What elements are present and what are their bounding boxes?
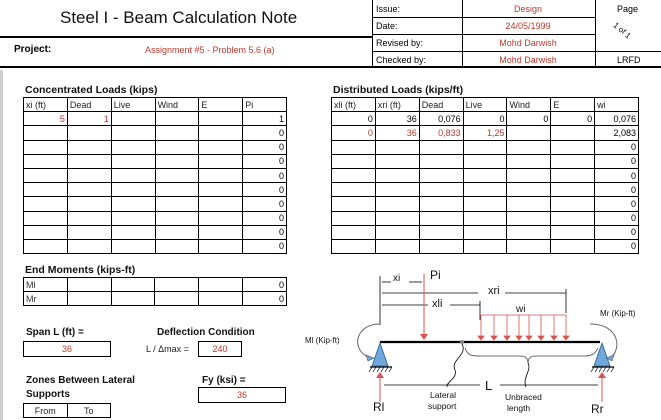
column-header: Live [111, 98, 155, 112]
cell[interactable] [199, 278, 243, 292]
cell-xri[interactable] [375, 154, 419, 168]
cell-live[interactable] [111, 211, 155, 225]
cell-e[interactable] [199, 239, 243, 253]
pi-label: Pi [430, 268, 441, 282]
cell-e[interactable] [199, 112, 243, 126]
cell-xi[interactable] [24, 225, 68, 239]
divider [372, 34, 595, 35]
column-header-from: From [24, 404, 68, 418]
row-label-mr: Mr [24, 292, 68, 306]
cell-wi: 0 [595, 168, 639, 182]
column-header: Dead [419, 98, 463, 112]
divider [0, 66, 661, 68]
cell-wind[interactable] [155, 183, 199, 197]
cell-wind[interactable] [155, 140, 199, 154]
column-header: xri (ft) [375, 98, 419, 112]
revised-value[interactable]: Mohd Darwish [499, 38, 557, 48]
table-row [24, 278, 287, 292]
cell-e[interactable]: 0 [551, 112, 595, 126]
cell-xli[interactable] [332, 154, 376, 168]
cell-dead[interactable] [419, 140, 463, 154]
cell-wi: 0 [595, 225, 639, 239]
table-row [332, 112, 639, 126]
cell-wind[interactable] [507, 239, 551, 253]
project-value[interactable]: Assignment #5 - Problem 5.6 (a) [145, 45, 275, 55]
cell-pi: 0 [243, 211, 287, 225]
table-row [24, 140, 287, 154]
document-title: Steel I - Beam Calculation Note [60, 8, 298, 27]
cell-live[interactable]: 1,25 [463, 126, 507, 140]
cell-dead[interactable] [419, 183, 463, 197]
cell-xi[interactable] [24, 140, 68, 154]
cell-live[interactable] [111, 140, 155, 154]
date-value[interactable]: 24/05/1999 [505, 21, 551, 31]
cell-wind[interactable] [155, 239, 199, 253]
cell-xi[interactable] [24, 183, 68, 197]
cell-dead[interactable] [67, 168, 111, 182]
cell-wind[interactable] [155, 126, 199, 140]
cell-dead[interactable] [67, 140, 111, 154]
cell-xli[interactable] [332, 140, 376, 154]
cell[interactable] [155, 292, 199, 306]
cell-wi: 0 [595, 197, 639, 211]
cell-dead[interactable] [67, 239, 111, 253]
cell-wind[interactable] [155, 197, 199, 211]
cell[interactable] [67, 278, 111, 292]
cell-live[interactable] [111, 112, 155, 126]
cell-wi: 0 [595, 154, 639, 168]
table-header-row [24, 98, 287, 112]
cell-dead[interactable] [419, 168, 463, 182]
end-moments-table [23, 277, 287, 306]
cell[interactable] [67, 292, 111, 306]
cell-dead[interactable] [419, 239, 463, 253]
column-header: wi [595, 98, 639, 112]
column-header: E [199, 98, 243, 112]
deflection-ratio-label: L / Δmax = [146, 344, 189, 354]
table-row [332, 239, 639, 253]
column-header: Live [463, 98, 507, 112]
cell-live[interactable] [463, 183, 507, 197]
cell-live[interactable] [111, 197, 155, 211]
cell-xli[interactable]: 0 [332, 112, 376, 126]
cell-xri[interactable] [375, 239, 419, 253]
table-row [332, 183, 639, 197]
cell-xli[interactable] [332, 168, 376, 182]
divider [595, 0, 596, 68]
cell-wi: 0 [595, 239, 639, 253]
cell[interactable] [155, 278, 199, 292]
cell-live[interactable] [463, 239, 507, 253]
cell-e[interactable] [551, 211, 595, 225]
column-header: Dead [67, 98, 111, 112]
row-label-ml: Ml [24, 278, 68, 292]
fy-label: Fy (ksi) = [202, 375, 246, 386]
cell-wind[interactable] [507, 140, 551, 154]
cell-pi: 0 [243, 154, 287, 168]
cell-xli[interactable] [332, 239, 376, 253]
cell-live[interactable]: 0 [463, 112, 507, 126]
cell-xi[interactable] [24, 126, 68, 140]
cell-e[interactable] [199, 197, 243, 211]
unbraced-length-label-2: length [507, 403, 531, 413]
cell-dead[interactable] [67, 211, 111, 225]
cell-xri[interactable]: 36 [375, 126, 419, 140]
deflection-label: Deflection Condition [157, 327, 255, 338]
zones-label-line1: Zones Between Lateral [26, 375, 135, 386]
cell-dead[interactable]: 0,833 [419, 126, 463, 140]
divider [0, 36, 372, 38]
table-row [332, 154, 639, 168]
cell-live[interactable] [111, 239, 155, 253]
cell-e[interactable] [199, 140, 243, 154]
cell-e[interactable] [551, 168, 595, 182]
cell-live[interactable] [463, 140, 507, 154]
zones-table [23, 403, 111, 418]
xi-label: xi [393, 273, 401, 284]
cell-e[interactable] [199, 154, 243, 168]
cell-live[interactable] [111, 154, 155, 168]
cell-dead[interactable] [67, 154, 111, 168]
checked-label: Checked by: [376, 55, 427, 65]
cell-xri[interactable] [375, 183, 419, 197]
cell-e[interactable] [199, 183, 243, 197]
cell-xli[interactable] [332, 211, 376, 225]
table-row [332, 197, 639, 211]
cell-pi: 1 [243, 112, 287, 126]
issue-value[interactable]: Design [513, 4, 542, 14]
cell-wi: 0,076 [595, 112, 639, 126]
divider [372, 51, 661, 52]
cell-xi[interactable] [24, 239, 68, 253]
table-row [24, 112, 287, 126]
table-row [332, 126, 639, 140]
table-row [24, 197, 287, 211]
concentrated-loads-title: Concentrated Loads (kips) [25, 84, 158, 96]
table-row [24, 154, 287, 168]
column-header: Wind [507, 98, 551, 112]
table-row [24, 168, 287, 182]
cell-live[interactable] [111, 168, 155, 182]
table-row [332, 225, 639, 239]
cell-pi: 0 [243, 140, 287, 154]
cell-wind[interactable] [507, 126, 551, 140]
cell-e[interactable] [199, 225, 243, 239]
cell-wind[interactable] [507, 197, 551, 211]
cell-live[interactable] [111, 225, 155, 239]
cell-xi[interactable] [24, 168, 68, 182]
cell-live[interactable] [111, 126, 155, 140]
rr-label: Rr [591, 402, 604, 416]
column-header: xli (ft) [332, 98, 376, 112]
cell-dead[interactable]: 1 [67, 112, 111, 126]
page-edge [0, 70, 3, 420]
cell-wi: 0 [595, 211, 639, 225]
cell-pi: 0 [243, 183, 287, 197]
cell-e[interactable] [551, 225, 595, 239]
table-row [24, 211, 287, 225]
page-label: Page [617, 4, 639, 14]
cell-dead[interactable] [67, 225, 111, 239]
date-label: Date: [376, 21, 398, 31]
cell-dead[interactable] [67, 183, 111, 197]
cell-wind[interactable] [507, 211, 551, 225]
cell-dead[interactable] [419, 225, 463, 239]
cell-wind[interactable] [507, 183, 551, 197]
zones-label-line2: Supports [26, 389, 70, 400]
mr-label: Mr (Kip-ft) [600, 309, 636, 318]
cell-wind[interactable] [155, 211, 199, 225]
divider [372, 17, 595, 18]
cell-dead[interactable]: 0,076 [419, 112, 463, 126]
table-header-row [332, 98, 639, 112]
lateral-support-label-1: Lateral [430, 390, 456, 400]
table-row [24, 292, 287, 306]
cell-xri[interactable] [375, 140, 419, 154]
cell-wind[interactable]: 0 [507, 112, 551, 126]
cell-xi[interactable] [24, 154, 68, 168]
column-header: Pi [243, 98, 287, 112]
lateral-support-label-2: support [428, 401, 457, 411]
cell-xi[interactable] [24, 197, 68, 211]
cell-e[interactable] [551, 197, 595, 211]
table-row [332, 168, 639, 182]
cell-live[interactable] [111, 183, 155, 197]
cell-wind[interactable] [155, 168, 199, 182]
cell-xri[interactable] [375, 225, 419, 239]
cell[interactable] [111, 292, 155, 306]
table-row [24, 239, 287, 253]
design-method: LRFD [617, 55, 641, 65]
cell-total: 0 [243, 292, 287, 306]
table-row [332, 140, 639, 154]
rl-label: Rl [373, 400, 385, 414]
cell-wind[interactable] [155, 112, 199, 126]
table-header-row [24, 404, 111, 418]
cell-live[interactable] [463, 211, 507, 225]
cell-pi: 0 [243, 126, 287, 140]
unbraced-length-label-1: Unbraced [505, 392, 542, 402]
cell-wind[interactable] [155, 154, 199, 168]
xri-label: xri [488, 285, 500, 297]
cell-xli[interactable] [332, 225, 376, 239]
cell-xli[interactable] [332, 197, 376, 211]
wi-label: wi [516, 304, 526, 315]
column-header: Wind [155, 98, 199, 112]
beam-diagram [300, 260, 661, 420]
column-header: E [551, 98, 595, 112]
cell-wind[interactable] [507, 168, 551, 182]
cell-wind[interactable] [155, 225, 199, 239]
cell-e[interactable] [551, 140, 595, 154]
column-header-to: To [67, 404, 110, 418]
revised-label: Revised by: [376, 38, 424, 48]
cell-xri[interactable] [375, 197, 419, 211]
cell-xri[interactable] [375, 211, 419, 225]
cell[interactable] [199, 292, 243, 306]
cell-e[interactable] [199, 168, 243, 182]
table-row [24, 225, 287, 239]
cell-live[interactable] [463, 168, 507, 182]
cell-wind[interactable] [507, 225, 551, 239]
table-row [24, 183, 287, 197]
cell-e[interactable] [551, 154, 595, 168]
column-header: xi (ft) [24, 98, 68, 112]
fy-input[interactable]: 36 [198, 387, 286, 403]
distributed-loads-title: Distributed Loads (kips/ft) [333, 84, 464, 96]
cell-live[interactable] [463, 197, 507, 211]
cell-pi: 0 [243, 225, 287, 239]
cell-e[interactable] [551, 126, 595, 140]
distributed-loads-table [331, 97, 639, 254]
span-input[interactable]: 36 [23, 341, 111, 357]
cell-xi[interactable]: 5 [24, 112, 68, 126]
issue-label: Issue: [376, 4, 401, 14]
cell-wind[interactable] [507, 154, 551, 168]
cell-dead[interactable] [419, 154, 463, 168]
cell-e[interactable] [551, 183, 595, 197]
cell-total: 0 [243, 278, 287, 292]
table-row [332, 211, 639, 225]
cell-xri[interactable]: 36 [375, 112, 419, 126]
ml-label: Ml (Kip-ft) [305, 336, 340, 345]
cell-xri[interactable] [375, 168, 419, 182]
end-moments-title: End Moments (kips-ft) [25, 264, 136, 276]
cell-e[interactable] [551, 239, 595, 253]
cell-live[interactable] [463, 225, 507, 239]
cell-dead[interactable] [419, 211, 463, 225]
cell-xli[interactable]: 0 [332, 126, 376, 140]
cell-wi: 0 [595, 140, 639, 154]
cell-e[interactable] [199, 126, 243, 140]
cell-pi: 0 [243, 197, 287, 211]
cell[interactable] [111, 278, 155, 292]
checked-value[interactable]: Mohd Darwish [499, 55, 557, 65]
cell-e[interactable] [199, 211, 243, 225]
span-l-label: L [485, 378, 493, 393]
cell-pi: 0 [243, 168, 287, 182]
cell-dead[interactable] [67, 126, 111, 140]
span-label: Span L (ft) = [26, 327, 84, 338]
page-value: 1 of 1 [611, 20, 633, 41]
table-row [24, 126, 287, 140]
cell-xi[interactable] [24, 211, 68, 225]
cell-dead[interactable] [67, 197, 111, 211]
cell-wi: 0 [595, 183, 639, 197]
cell-xli[interactable] [332, 183, 376, 197]
cell-live[interactable] [463, 154, 507, 168]
cell-wi: 2,083 [595, 126, 639, 140]
xli-label: xli [432, 298, 443, 310]
deflection-input[interactable]: 240 [198, 341, 242, 357]
project-label: Project: [14, 44, 52, 55]
cell-dead[interactable] [419, 197, 463, 211]
cell-pi: 0 [243, 239, 287, 253]
concentrated-loads-table [23, 97, 287, 254]
